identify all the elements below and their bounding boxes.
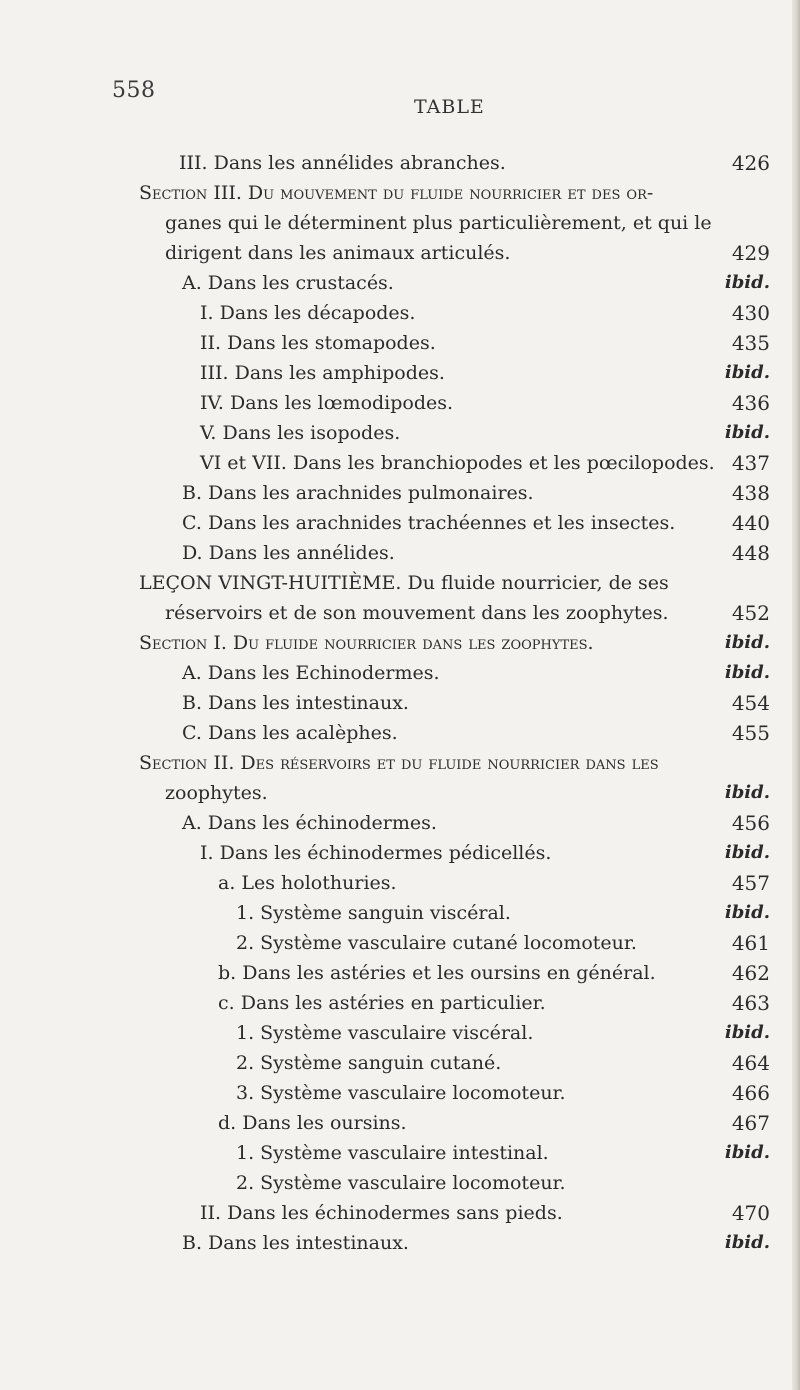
toc-entry: II. Dans les échinodermes sans pieds. 470 bbox=[200, 1201, 770, 1225]
toc-entry: Section II. Des réservoirs et du fluide nourricier dans les bbox=[139, 752, 659, 774]
toc-entry: 2. Système vasculaire cutané locomoteur. 461 bbox=[236, 931, 770, 955]
toc-entry: 1. Système vasculaire intestinal. ibid. bbox=[236, 1142, 770, 1164]
toc-entry: I. Dans les échinodermes pédicellés. ibid. bbox=[200, 842, 770, 864]
toc-entry: 2. Système sanguin cutané. 464 bbox=[236, 1051, 770, 1075]
toc-entry: ganes qui le déterminent plus particulièrement, et qui le bbox=[165, 212, 712, 234]
toc-entry: C. Dans les acalèphes. 455 bbox=[182, 721, 770, 745]
toc-entry: 1. Système sanguin viscéral. ibid. bbox=[236, 902, 770, 924]
toc-entry: D. Dans les annélides. 448 bbox=[182, 541, 770, 565]
toc-entry: d. Dans les oursins. 467 bbox=[218, 1111, 770, 1135]
toc-entry: 3. Système vasculaire locomoteur. 466 bbox=[236, 1081, 770, 1105]
toc-entry: A. Dans les crustacés. ibid. bbox=[182, 272, 770, 294]
toc-entry: Section III. Du mouvement du fluide nourricier et des or- bbox=[139, 182, 654, 204]
toc-entry: réservoirs et de son mouvement dans les zoophytes. 452 bbox=[165, 601, 770, 625]
toc-entry: Section I. Du fluide nourricier dans les zoophytes. ibid. bbox=[139, 632, 770, 654]
toc-entry: a. Les holothuries. 457 bbox=[218, 871, 770, 895]
toc-entry: A. Dans les Echinodermes. ibid. bbox=[182, 662, 770, 684]
toc-entry: dirigent dans les animaux articulés. 429 bbox=[165, 241, 770, 265]
toc-entry: I. Dans les décapodes. 430 bbox=[200, 301, 770, 325]
toc-entry: b. Dans les astéries et les oursins en général. 462 bbox=[218, 961, 770, 985]
toc-entry: c. Dans les astéries en particulier. 463 bbox=[218, 991, 770, 1015]
toc-entry: B. Dans les intestinaux. ibid. bbox=[182, 1232, 770, 1254]
toc-entry: VI et VII. Dans les branchiopodes et les pœcilopodes. 437 bbox=[200, 451, 770, 475]
toc-entry: II. Dans les stomapodes. 435 bbox=[200, 331, 770, 355]
toc-entry: zoophytes. ibid. bbox=[165, 782, 770, 804]
toc-entry: B. Dans les arachnides pulmonaires. 438 bbox=[182, 481, 770, 505]
toc-entry: III. Dans les amphipodes. ibid. bbox=[200, 362, 770, 384]
toc-entry: III. Dans les annélides abranches. 426 bbox=[179, 151, 770, 175]
toc-entry: 1. Système vasculaire viscéral. ibid. bbox=[236, 1022, 770, 1044]
running-head: TABLE bbox=[414, 96, 485, 118]
page-number: 558 bbox=[112, 78, 156, 103]
toc-entry: C. Dans les arachnides trachéennes et les insectes. 440 bbox=[182, 511, 770, 535]
toc-entry: B. Dans les intestinaux. 454 bbox=[182, 691, 770, 715]
toc-entry: A. Dans les échinodermes. 456 bbox=[182, 811, 770, 835]
toc-entry: IV. Dans les lœmodipodes. 436 bbox=[200, 391, 770, 415]
toc-entry: 2. Système vasculaire locomoteur. bbox=[236, 1172, 566, 1194]
toc-entry: V. Dans les isopodes. ibid. bbox=[200, 422, 770, 444]
toc-entry: LEÇON VINGT-HUITIÈME. Du fluide nourricier, de ses bbox=[139, 572, 669, 594]
